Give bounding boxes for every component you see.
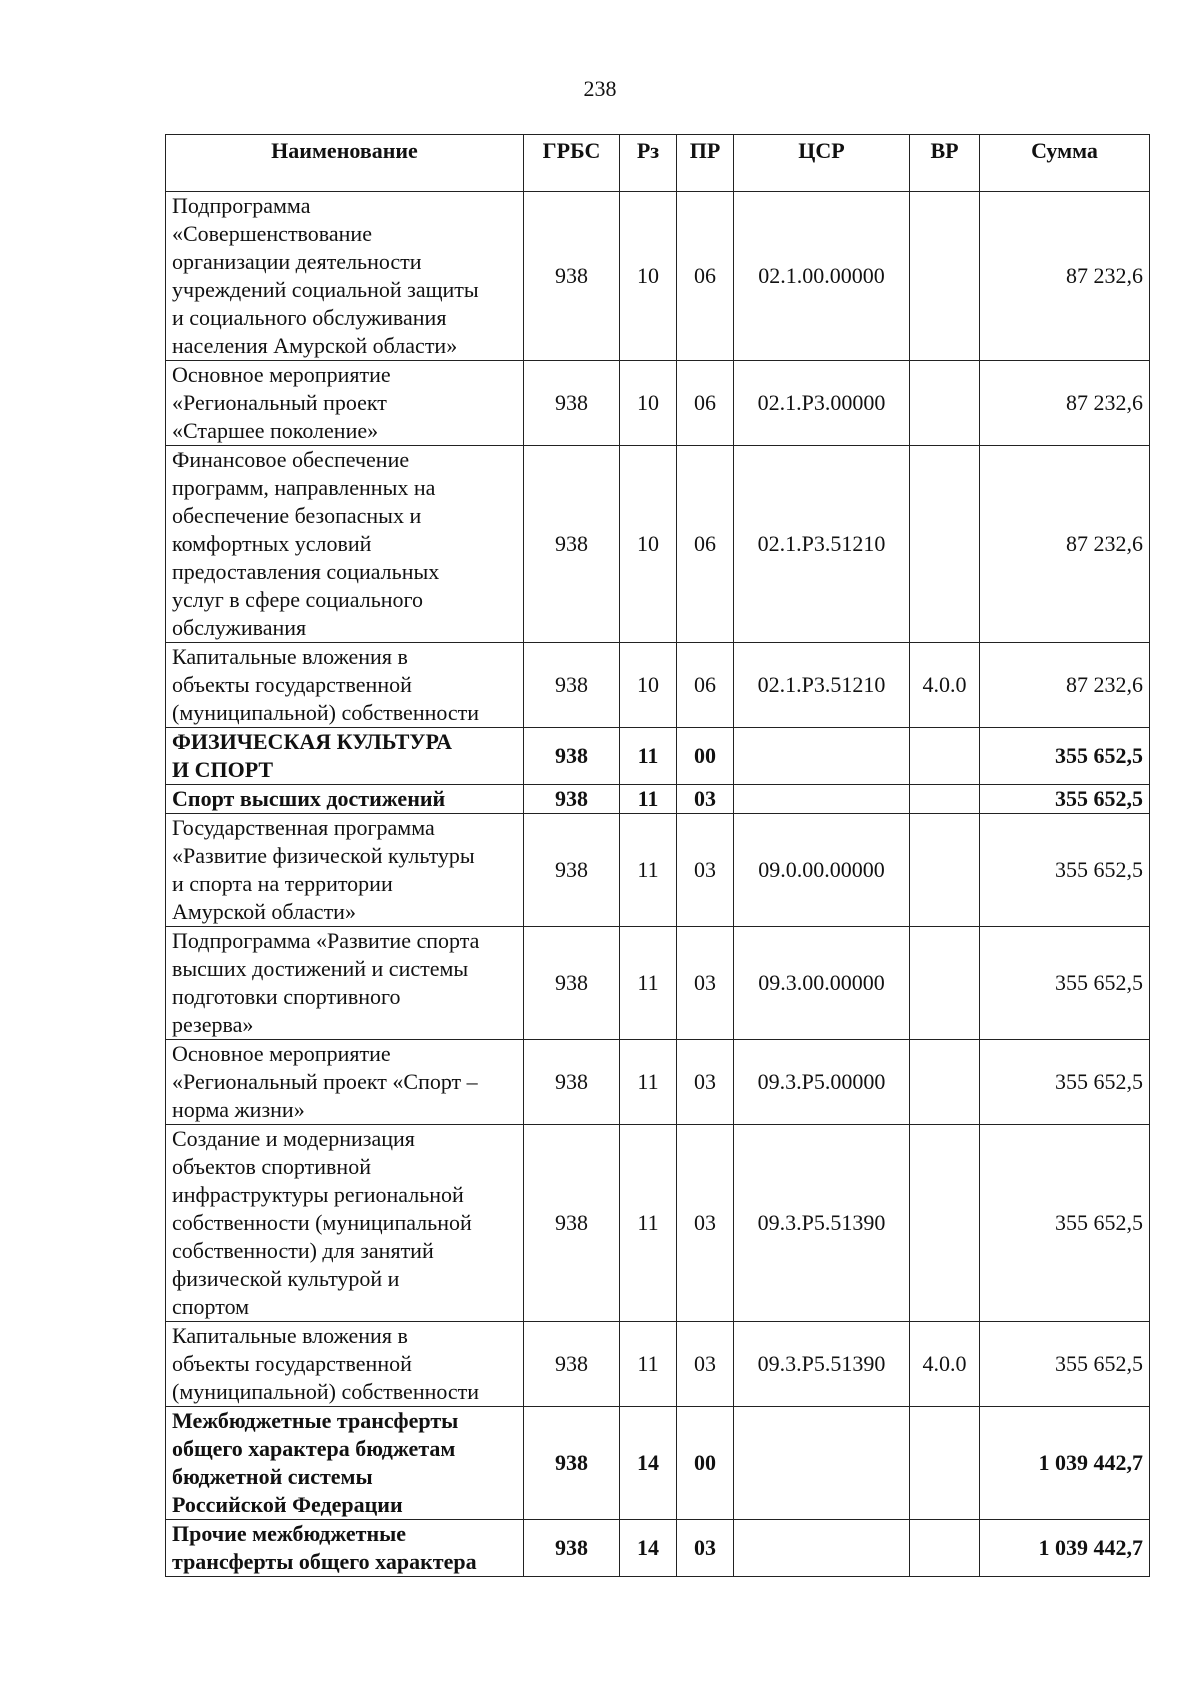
cell-name-line: резерва» [172,1012,254,1037]
cell-rz: 10 [620,361,677,446]
table-row [166,1322,1150,1407]
cell-name-line: комфортных условий [172,531,372,556]
cell-name-line: Российской Федерации [172,1492,403,1517]
table-row [166,361,1150,446]
cell-name-line: Основное мероприятие [172,1041,391,1066]
cell-rz: 11 [620,927,677,1040]
cell-vr [910,1407,980,1520]
cell-name [166,1125,524,1322]
cell-grbs: 938 [524,192,620,361]
cell-name-line: Государственная программа [172,815,435,840]
cell-rz: 14 [620,1520,677,1577]
cell-name-line: «Старшее поколение» [172,418,379,443]
cell-name-line: (муниципальной) собственности [172,700,480,725]
cell-csr: 02.1.P3.51210 [734,643,910,728]
cell-rz: 14 [620,1407,677,1520]
cell-grbs: 938 [524,1520,620,1577]
cell-vr [910,1520,980,1577]
table-row [166,785,1150,814]
cell-rz: 11 [620,1040,677,1125]
header-pr: ПР [677,135,734,192]
table-row [166,1125,1150,1322]
cell-name-line: Спорт высших достижений [172,786,446,811]
cell-vr [910,361,980,446]
cell-pr: 03 [677,1322,734,1407]
cell-name-line: ФИЗИЧЕСКАЯ КУЛЬТУРА [172,729,453,754]
cell-name-line: предоставления социальных [172,559,440,584]
cell-csr: 02.1.P3.51210 [734,446,910,643]
cell-rz: 11 [620,1322,677,1407]
cell-name-line: (муниципальной) собственности [172,1379,480,1404]
cell-grbs: 938 [524,643,620,728]
cell-name [166,728,524,785]
cell-name-line: программ, направленных на [172,475,436,500]
cell-name-line: инфраструктуры региональной [172,1182,464,1207]
cell-vr [910,1040,980,1125]
cell-name [166,785,524,814]
cell-name-line: И СПОРТ [172,757,274,782]
cell-name [166,1407,524,1520]
cell-pr: 03 [677,927,734,1040]
cell-grbs: 938 [524,728,620,785]
cell-name-line: Подпрограмма «Развитие спорта [172,928,480,953]
cell-rz: 11 [620,1125,677,1322]
cell-pr: 00 [677,1407,734,1520]
cell-name-line: трансферты общего характера [172,1549,477,1574]
cell-name-line: физической культурой и [172,1266,400,1291]
cell-name-line: «Региональный проект [172,390,387,415]
table-body [166,192,1150,1577]
cell-pr: 03 [677,1520,734,1577]
cell-vr [910,728,980,785]
cell-name-line: объекты государственной [172,672,412,697]
cell-grbs: 938 [524,361,620,446]
cell-rz: 10 [620,192,677,361]
cell-grbs: 938 [524,1407,620,1520]
cell-pr: 06 [677,643,734,728]
cell-name-line: объекты государственной [172,1351,412,1376]
cell-vr [910,927,980,1040]
cell-pr: 03 [677,1125,734,1322]
cell-name [166,927,524,1040]
cell-sum: 355 652,5 [980,728,1150,785]
table-row [166,927,1150,1040]
cell-pr: 03 [677,814,734,927]
cell-name-line: норма жизни» [172,1097,305,1122]
table-row [166,1407,1150,1520]
cell-grbs: 938 [524,927,620,1040]
cell-name-line: услуг в сфере социального [172,587,424,612]
budget-table [165,134,1150,1577]
cell-name [166,1322,524,1407]
cell-pr: 06 [677,361,734,446]
cell-pr: 06 [677,446,734,643]
cell-name-line: бюджетной системы [172,1464,373,1489]
cell-vr [910,814,980,927]
cell-name-line: Создание и модернизация [172,1126,415,1151]
cell-name-line: объектов спортивной [172,1154,371,1179]
cell-name-line: собственности (муниципальной [172,1210,472,1235]
cell-sum: 355 652,5 [980,1040,1150,1125]
cell-name-line: учреждений социальной защиты [172,277,479,302]
table-row [166,192,1150,361]
cell-name-line: Капитальные вложения в [172,1323,408,1348]
cell-rz: 11 [620,785,677,814]
cell-name-line: Амурской области» [172,899,356,924]
cell-grbs: 938 [524,785,620,814]
table-header-row [166,135,1150,192]
cell-csr: 02.1.00.00000 [734,192,910,361]
cell-name [166,1520,524,1577]
cell-csr [734,728,910,785]
cell-name-line: спортом [172,1294,250,1319]
cell-name-line: и спорта на территории [172,871,393,896]
cell-sum: 87 232,6 [980,192,1150,361]
header-sum: Сумма [980,135,1150,192]
cell-name-line: Основное мероприятие [172,362,391,387]
header-vr: ВР [910,135,980,192]
cell-name-line: общего характера бюджетам [172,1436,456,1461]
table-row [166,1520,1150,1577]
cell-rz: 11 [620,814,677,927]
cell-name [166,1040,524,1125]
cell-vr [910,446,980,643]
cell-sum: 87 232,6 [980,361,1150,446]
cell-csr: 09.3.P5.00000 [734,1040,910,1125]
cell-sum: 87 232,6 [980,446,1150,643]
cell-sum: 355 652,5 [980,785,1150,814]
cell-name-line: высших достижений и системы [172,956,469,981]
cell-rz: 10 [620,643,677,728]
cell-sum: 355 652,5 [980,927,1150,1040]
cell-name-line: населения Амурской области» [172,333,458,358]
cell-vr: 4.0.0 [910,643,980,728]
cell-name [166,361,524,446]
cell-csr: 02.1.P3.00000 [734,361,910,446]
cell-name-line: обеспечение безопасных и [172,503,422,528]
cell-grbs: 938 [524,446,620,643]
cell-name-line: организации деятельности [172,249,422,274]
cell-pr: 03 [677,785,734,814]
table-row [166,446,1150,643]
header-name: Наименование [166,135,524,192]
page-number: 238 [583,76,617,101]
cell-name-line: «Региональный проект «Спорт – [172,1069,478,1094]
cell-vr: 4.0.0 [910,1322,980,1407]
cell-pr: 06 [677,192,734,361]
cell-pr: 00 [677,728,734,785]
cell-rz: 11 [620,728,677,785]
header-csr: ЦСР [734,135,910,192]
cell-csr [734,785,910,814]
cell-vr [910,192,980,361]
cell-name-line: Подпрограмма [172,193,311,218]
cell-name-line: Финансовое обеспечение [172,447,410,472]
cell-pr: 03 [677,1040,734,1125]
cell-name-line: подготовки спортивного [172,984,401,1009]
cell-name-line: собственности) для занятий [172,1238,434,1263]
cell-sum: 355 652,5 [980,1125,1150,1322]
cell-csr: 09.3.00.00000 [734,927,910,1040]
cell-grbs: 938 [524,1040,620,1125]
cell-sum: 1 039 442,7 [980,1407,1150,1520]
header-rz: Рз [620,135,677,192]
cell-name [166,643,524,728]
cell-name [166,446,524,643]
cell-csr [734,1520,910,1577]
header-grbs: ГРБС [524,135,620,192]
cell-name [166,814,524,927]
cell-name-line: и социального обслуживания [172,305,447,330]
cell-name-line: «Совершенствование [172,221,372,246]
cell-sum: 355 652,5 [980,814,1150,927]
table-row [166,643,1150,728]
table-row [166,1040,1150,1125]
cell-vr [910,785,980,814]
cell-grbs: 938 [524,1322,620,1407]
cell-sum: 355 652,5 [980,1322,1150,1407]
cell-name-line: Прочие межбюджетные [172,1521,407,1546]
cell-name [166,192,524,361]
cell-name-line: обслуживания [172,615,307,640]
table-row [166,728,1150,785]
cell-csr: 09.3.P5.51390 [734,1322,910,1407]
cell-csr: 09.3.P5.51390 [734,1125,910,1322]
cell-name-line: Межбюджетные трансферты [172,1408,459,1433]
cell-csr: 09.0.00.00000 [734,814,910,927]
cell-csr [734,1407,910,1520]
cell-grbs: 938 [524,814,620,927]
cell-name-line: Капитальные вложения в [172,644,408,669]
table-row [166,814,1150,927]
cell-sum: 1 039 442,7 [980,1520,1150,1577]
cell-rz: 10 [620,446,677,643]
cell-grbs: 938 [524,1125,620,1322]
cell-vr [910,1125,980,1322]
cell-sum: 87 232,6 [980,643,1150,728]
cell-name-line: «Развитие физической культуры [172,843,475,868]
